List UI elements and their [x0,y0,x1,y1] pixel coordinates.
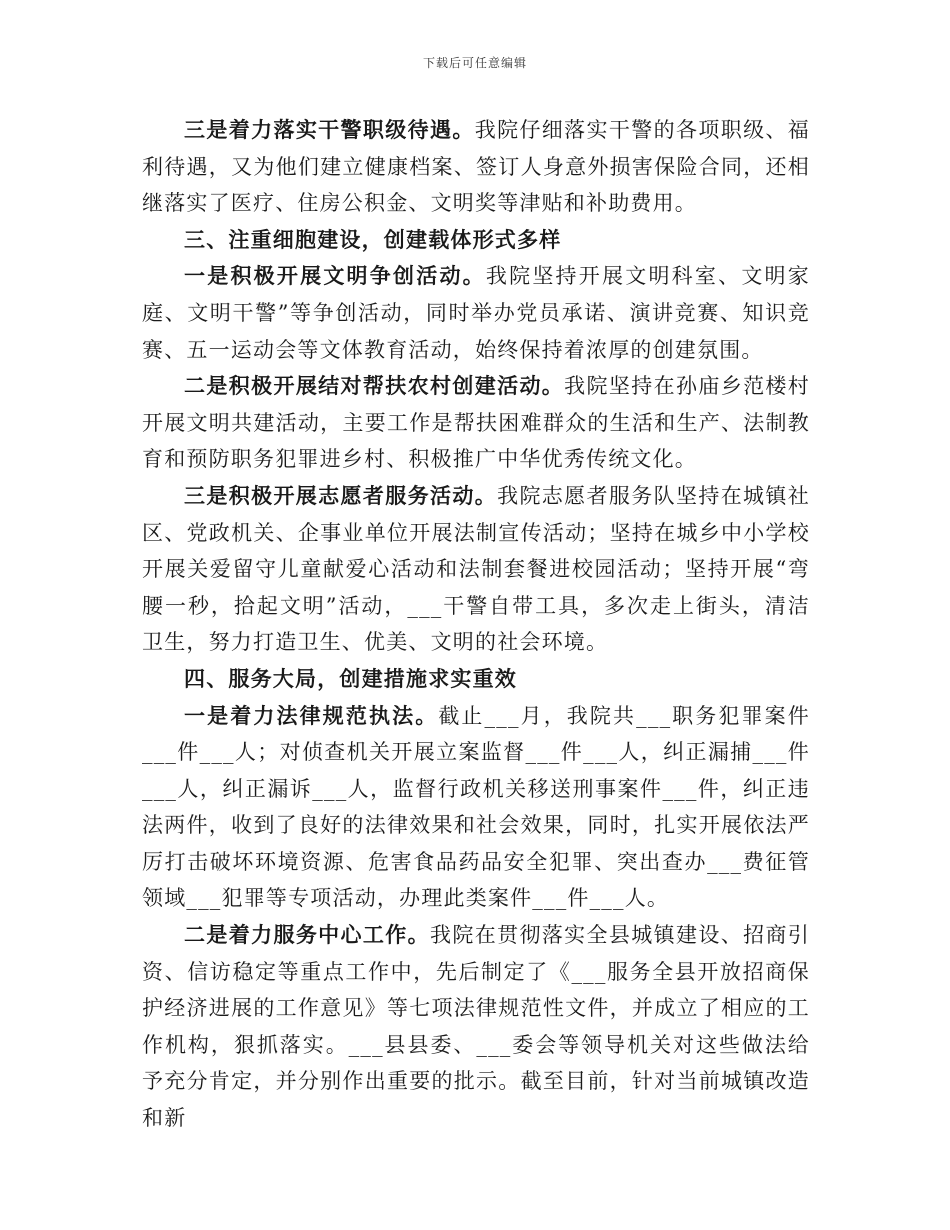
paragraph-lead: 三是积极开展志愿者服务活动。 [184,482,498,508]
section-heading-3: 三、注重细胞建设，创建载体形式多样 [184,226,562,252]
paragraph-text: 我院仔细落实干警的各项职级、福利待遇，又为他们建立健康档案、签订人身意外损害保险合同，还相继落实了医疗、住房公积金、文明奖等津贴和补助费用。 [142,118,810,216]
paragraph-lead: 一是积极开展文明争创活动。 [184,263,486,289]
paragraph-text: 我院在贯彻落实全县城镇建设、招商引资、信访稳定等重点工作中，先后制定了《___服务全县开放招商保护经济进展的工作意见》等七项法律规范性文件，并成立了相应的工作机构，狠抓落实。___县县委、___委会等领导机关对这些做法给予充分肯定，并分别作出重要的批示。截至目前，针对当前城镇改造和新 [142,923,811,1131]
paragraph-text: 我院志愿者服务队坚持在城镇社区、党政机关、企事业单位开展法制宣传活动；坚持在城乡中小学校开展关爱留守儿童献爱心活动和法制套餐进校园活动；坚持开展“弯腰一秒，拾起文明”活动，___干警自带工具，多次走上街头，清洁卫生，努力打造卫生、优美、文明的社会环境。 [142,483,810,655]
paragraph-ranks-benefits [142,112,810,222]
paragraph-volunteer-service [142,478,810,661]
document-body [142,112,810,1137]
paragraph-civilization-campaign [142,258,810,368]
paragraph-text: 截止___月，我院共___职务犯罪案件___件___人；对侦查机关开展立案监督___件___人，纠正漏捕___件___人，纠正漏诉___人，监督行政机关移送刑事案件___件，纠正违法两件，收到了良好的法律效果和社会效果，同时，扎实开展依法严厉打击破坏环境资源、危害食品药品安全犯罪、突出查办___费征管领域___犯罪等专项活动，办理此类案件___件___人。 [142,703,810,911]
paragraph-lead: 一是着力法律规范执法。 [184,702,439,728]
page-header: 下载后可任意编辑 [422,56,527,70]
paragraph-lead: 三是着力落实干警职级待遇。 [184,117,475,142]
paragraph-text: 我院坚持开展文明科室、文明家庭、文明干警”等争创活动，同时举办党员承诺、演讲竞赛、知识竞赛、五一运动会等文体教育活动，始终保持着浓厚的创建氛围。 [142,264,810,362]
paragraph-text: 我院坚持在孙庙乡范楼村开展文明共建活动，主要工作是帮扶困难群众的生活和生产、法制教育和预防职务犯罪进乡村、积极推广中华优秀传统文化。 [142,374,810,472]
paragraph-central-work [142,917,810,1137]
paragraph-lead: 二是积极开展结对帮扶农村创建活动。 [184,373,565,399]
paragraph-rural-support [142,368,810,478]
paragraph-lead: 二是着力服务中心工作。 [184,922,430,948]
paragraph-law-enforcement [142,698,810,918]
section-heading-4: 四、服务大局，创建措施求实重效 [184,665,517,691]
